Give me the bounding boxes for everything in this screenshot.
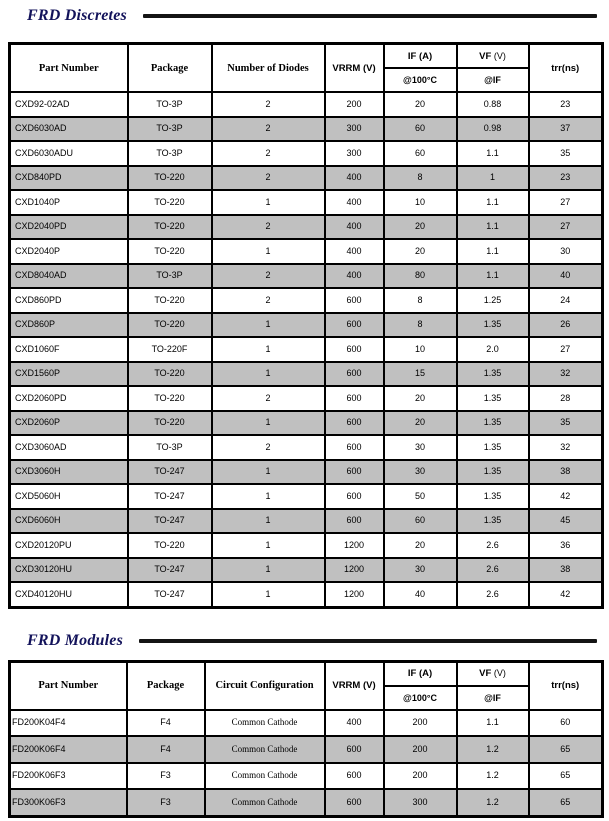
cell-vrrm: 600 — [325, 411, 384, 436]
cell-if: 10 — [384, 190, 457, 215]
cell-trr: 23 — [529, 166, 603, 191]
section-header-discretes — [27, 6, 597, 26]
cell-package: TO-3P — [128, 92, 212, 117]
cell-if: 80 — [384, 264, 457, 289]
table-row — [10, 386, 603, 411]
cell-part-number: CXD860P — [10, 313, 128, 338]
cell-vrrm: 600 — [325, 386, 384, 411]
cell-if: 50 — [384, 484, 457, 509]
cell-vf: 1.35 — [457, 460, 529, 485]
cell-vf: 0.88 — [457, 92, 529, 117]
cell-vf: 1.35 — [457, 509, 529, 534]
cell-if: 20 — [384, 533, 457, 558]
cell-number-of-diodes: 2 — [212, 386, 325, 411]
cell-number-of-diodes: 1 — [212, 509, 325, 534]
table-row — [10, 190, 603, 215]
cell-vf: 0.98 — [457, 117, 529, 142]
cell-package: TO-220 — [128, 533, 212, 558]
cell-part-number: CXD2060PD — [10, 386, 128, 411]
cell-vrrm: 1200 — [325, 582, 384, 607]
cell-trr: 36 — [529, 533, 603, 558]
cell-vf: 1.1 — [457, 239, 529, 264]
cell-vrrm: 600 — [325, 460, 384, 485]
cell-vf: 2.6 — [457, 533, 529, 558]
table-row — [10, 166, 603, 191]
cell-vf: 1.35 — [457, 435, 529, 460]
table-row — [10, 582, 603, 607]
cell-if: 60 — [384, 509, 457, 534]
cell-number-of-diodes: 1 — [212, 411, 325, 436]
cell-trr: 24 — [529, 288, 603, 313]
cell-if: 20 — [384, 92, 457, 117]
cell-number-of-diodes: 1 — [212, 362, 325, 387]
cell-number-of-diodes: 2 — [212, 215, 325, 240]
table-row — [10, 736, 603, 763]
cell-if: 200 — [384, 736, 457, 763]
col-subheader-vf-condition: @IF — [457, 686, 529, 710]
title-rule — [139, 639, 597, 643]
discretes-table-header — [10, 44, 603, 93]
discretes-table-body — [10, 92, 603, 607]
col-header-package: Package — [128, 44, 212, 93]
cell-if: 60 — [384, 117, 457, 142]
col-subheader-vf-condition: @IF — [457, 68, 529, 92]
cell-vf: 1.1 — [457, 141, 529, 166]
cell-vf: 1.1 — [457, 190, 529, 215]
cell-vrrm: 600 — [325, 362, 384, 387]
cell-trr: 60 — [529, 710, 603, 737]
cell-number-of-diodes: 1 — [212, 460, 325, 485]
cell-trr: 30 — [529, 239, 603, 264]
cell-part-number: CXD92-02AD — [10, 92, 128, 117]
cell-circuit-configuration: Common Cathode — [205, 789, 325, 816]
cell-vrrm: 600 — [325, 789, 384, 816]
col-header-vrrm: VRRM (V) — [325, 661, 384, 710]
cell-number-of-diodes: 2 — [212, 264, 325, 289]
cell-if: 200 — [384, 710, 457, 737]
cell-part-number: CXD1040P — [10, 190, 128, 215]
cell-trr: 65 — [529, 736, 603, 763]
table-row — [10, 313, 603, 338]
cell-part-number: CXD2040PD — [10, 215, 128, 240]
cell-package: TO-220 — [128, 215, 212, 240]
cell-if: 20 — [384, 386, 457, 411]
cell-number-of-diodes: 2 — [212, 92, 325, 117]
cell-number-of-diodes: 1 — [212, 190, 325, 215]
cell-if: 300 — [384, 789, 457, 816]
cell-trr: 65 — [529, 789, 603, 816]
col-header-part-number: Part Number — [10, 661, 127, 710]
col-header-if: IF (A) — [384, 661, 457, 686]
table-row — [10, 92, 603, 117]
cell-trr: 42 — [529, 582, 603, 607]
col-header-vf: VF (V) — [457, 661, 529, 686]
cell-part-number: CXD3060H — [10, 460, 128, 485]
cell-trr: 38 — [529, 460, 603, 485]
cell-part-number: FD200K06F4 — [10, 736, 127, 763]
cell-number-of-diodes: 1 — [212, 337, 325, 362]
cell-trr: 42 — [529, 484, 603, 509]
table-row — [10, 710, 603, 737]
cell-vf: 2.6 — [457, 558, 529, 583]
cell-package: TO-220 — [128, 313, 212, 338]
cell-trr: 35 — [529, 411, 603, 436]
cell-package: TO-220F — [128, 337, 212, 362]
cell-number-of-diodes: 2 — [212, 166, 325, 191]
table-row — [10, 484, 603, 509]
cell-number-of-diodes: 1 — [212, 484, 325, 509]
cell-vrrm: 1200 — [325, 533, 384, 558]
cell-circuit-configuration: Common Cathode — [205, 736, 325, 763]
cell-package: TO-3P — [128, 117, 212, 142]
discretes-table — [8, 42, 604, 609]
col-subheader-if-condition: @100°C — [384, 686, 457, 710]
cell-circuit-configuration: Common Cathode — [205, 710, 325, 737]
table-row — [10, 460, 603, 485]
cell-package: TO-220 — [128, 288, 212, 313]
cell-vrrm: 400 — [325, 264, 384, 289]
cell-vrrm: 400 — [325, 710, 384, 737]
table-row — [10, 509, 603, 534]
modules-table-header — [10, 661, 603, 710]
cell-if: 30 — [384, 460, 457, 485]
cell-vrrm: 400 — [325, 190, 384, 215]
modules-table — [8, 660, 604, 818]
cell-trr: 32 — [529, 362, 603, 387]
table-row — [10, 215, 603, 240]
cell-if: 40 — [384, 582, 457, 607]
cell-package: TO-220 — [128, 411, 212, 436]
cell-vrrm: 300 — [325, 117, 384, 142]
cell-package: TO-247 — [128, 460, 212, 485]
cell-number-of-diodes: 1 — [212, 533, 325, 558]
cell-number-of-diodes: 1 — [212, 558, 325, 583]
cell-package: TO-247 — [128, 484, 212, 509]
cell-part-number: CXD40120HU — [10, 582, 128, 607]
cell-part-number: CXD30120HU — [10, 558, 128, 583]
col-header-circuit-configuration: Circuit Configuration — [205, 661, 325, 710]
cell-vf: 2.0 — [457, 337, 529, 362]
cell-vrrm: 600 — [325, 763, 384, 790]
cell-circuit-configuration: Common Cathode — [205, 763, 325, 790]
cell-vf: 1.35 — [457, 484, 529, 509]
table-row — [10, 362, 603, 387]
cell-number-of-diodes: 1 — [212, 582, 325, 607]
cell-trr: 45 — [529, 509, 603, 534]
col-header-vrrm: VRRM (V) — [325, 44, 384, 93]
col-header-vf: VF (V) — [457, 44, 529, 69]
cell-if: 20 — [384, 411, 457, 436]
cell-package: F4 — [127, 710, 205, 737]
cell-vrrm: 400 — [325, 215, 384, 240]
cell-vf: 1.1 — [457, 710, 529, 737]
table-row — [10, 411, 603, 436]
table-row — [10, 288, 603, 313]
cell-vf: 1.2 — [457, 763, 529, 790]
cell-package: TO-3P — [128, 435, 212, 460]
cell-package: TO-220 — [128, 239, 212, 264]
cell-vf: 1.1 — [457, 264, 529, 289]
cell-part-number: CXD1060F — [10, 337, 128, 362]
cell-vrrm: 200 — [325, 92, 384, 117]
cell-if: 15 — [384, 362, 457, 387]
cell-vrrm: 600 — [325, 288, 384, 313]
cell-part-number: CXD2040P — [10, 239, 128, 264]
cell-vf: 1.25 — [457, 288, 529, 313]
cell-package: TO-220 — [128, 386, 212, 411]
cell-package: F3 — [127, 789, 205, 816]
section-header-modules — [27, 631, 597, 651]
title-rule — [143, 14, 597, 18]
col-header-package: Package — [127, 661, 205, 710]
cell-vrrm: 600 — [325, 509, 384, 534]
cell-trr: 27 — [529, 337, 603, 362]
cell-vrrm: 600 — [325, 337, 384, 362]
cell-vrrm: 400 — [325, 166, 384, 191]
cell-if: 20 — [384, 239, 457, 264]
col-subheader-if-condition: @100°C — [384, 68, 457, 92]
cell-vf: 1.35 — [457, 411, 529, 436]
cell-part-number: FD200K04F4 — [10, 710, 127, 737]
cell-vf: 1.2 — [457, 736, 529, 763]
cell-trr: 40 — [529, 264, 603, 289]
cell-part-number: CXD6030AD — [10, 117, 128, 142]
col-header-part-number: Part Number — [10, 44, 128, 93]
cell-number-of-diodes: 1 — [212, 313, 325, 338]
cell-package: TO-3P — [128, 264, 212, 289]
cell-vf: 1 — [457, 166, 529, 191]
cell-vf: 2.6 — [457, 582, 529, 607]
cell-trr: 26 — [529, 313, 603, 338]
cell-part-number: CXD6030ADU — [10, 141, 128, 166]
table-row — [10, 435, 603, 460]
cell-trr: 35 — [529, 141, 603, 166]
cell-if: 8 — [384, 288, 457, 313]
cell-trr: 37 — [529, 117, 603, 142]
table-row — [10, 337, 603, 362]
modules-table-body — [10, 710, 603, 817]
cell-vrrm: 600 — [325, 313, 384, 338]
cell-package: F3 — [127, 763, 205, 790]
col-header-if: IF (A) — [384, 44, 457, 69]
cell-if: 30 — [384, 558, 457, 583]
cell-vf: 1.35 — [457, 313, 529, 338]
table-row — [10, 239, 603, 264]
cell-part-number: CXD8040AD — [10, 264, 128, 289]
cell-part-number: CXD2060P — [10, 411, 128, 436]
cell-vrrm: 1200 — [325, 558, 384, 583]
col-header-number-of-diodes: Number of Diodes — [212, 44, 325, 93]
cell-if: 200 — [384, 763, 457, 790]
cell-part-number: CXD3060AD — [10, 435, 128, 460]
cell-trr: 28 — [529, 386, 603, 411]
cell-trr: 27 — [529, 215, 603, 240]
table-row — [10, 789, 603, 816]
table-row — [10, 141, 603, 166]
cell-package: TO-3P — [128, 141, 212, 166]
table-row — [10, 264, 603, 289]
cell-trr: 23 — [529, 92, 603, 117]
cell-part-number: CXD20120PU — [10, 533, 128, 558]
col-header-trr: trr(ns) — [529, 44, 603, 93]
cell-trr: 32 — [529, 435, 603, 460]
cell-if: 10 — [384, 337, 457, 362]
cell-if: 60 — [384, 141, 457, 166]
table-row — [10, 763, 603, 790]
cell-part-number: CXD840PD — [10, 166, 128, 191]
cell-package: TO-220 — [128, 190, 212, 215]
cell-trr: 65 — [529, 763, 603, 790]
cell-trr: 27 — [529, 190, 603, 215]
cell-number-of-diodes: 2 — [212, 117, 325, 142]
cell-vrrm: 600 — [325, 484, 384, 509]
section-title-discretes: FRD Discretes — [27, 7, 127, 24]
cell-if: 30 — [384, 435, 457, 460]
cell-trr: 38 — [529, 558, 603, 583]
cell-part-number: FD200K06F3 — [10, 763, 127, 790]
cell-if: 20 — [384, 215, 457, 240]
table-row — [10, 117, 603, 142]
cell-if: 8 — [384, 166, 457, 191]
col-header-trr: trr(ns) — [529, 661, 603, 710]
section-title-modules: FRD Modules — [27, 631, 123, 649]
cell-vrrm: 600 — [325, 736, 384, 763]
table-row — [10, 533, 603, 558]
cell-vf: 1.2 — [457, 789, 529, 816]
cell-vf: 1.35 — [457, 386, 529, 411]
cell-part-number: FD300K06F3 — [10, 789, 127, 816]
cell-package: TO-220 — [128, 166, 212, 191]
cell-part-number: CXD5060H — [10, 484, 128, 509]
cell-number-of-diodes: 2 — [212, 141, 325, 166]
cell-number-of-diodes: 1 — [212, 239, 325, 264]
cell-package: TO-220 — [128, 362, 212, 387]
cell-vrrm: 300 — [325, 141, 384, 166]
cell-part-number: CXD860PD — [10, 288, 128, 313]
cell-number-of-diodes: 2 — [212, 435, 325, 460]
cell-vf: 1.1 — [457, 215, 529, 240]
cell-package: F4 — [127, 736, 205, 763]
cell-package: TO-247 — [128, 558, 212, 583]
cell-vrrm: 400 — [325, 239, 384, 264]
cell-if: 8 — [384, 313, 457, 338]
cell-part-number: CXD6060H — [10, 509, 128, 534]
table-row — [10, 558, 603, 583]
cell-vrrm: 600 — [325, 435, 384, 460]
cell-package: TO-247 — [128, 509, 212, 534]
cell-part-number: CXD1560P — [10, 362, 128, 387]
cell-vf: 1.35 — [457, 362, 529, 387]
cell-package: TO-247 — [128, 582, 212, 607]
cell-number-of-diodes: 2 — [212, 288, 325, 313]
